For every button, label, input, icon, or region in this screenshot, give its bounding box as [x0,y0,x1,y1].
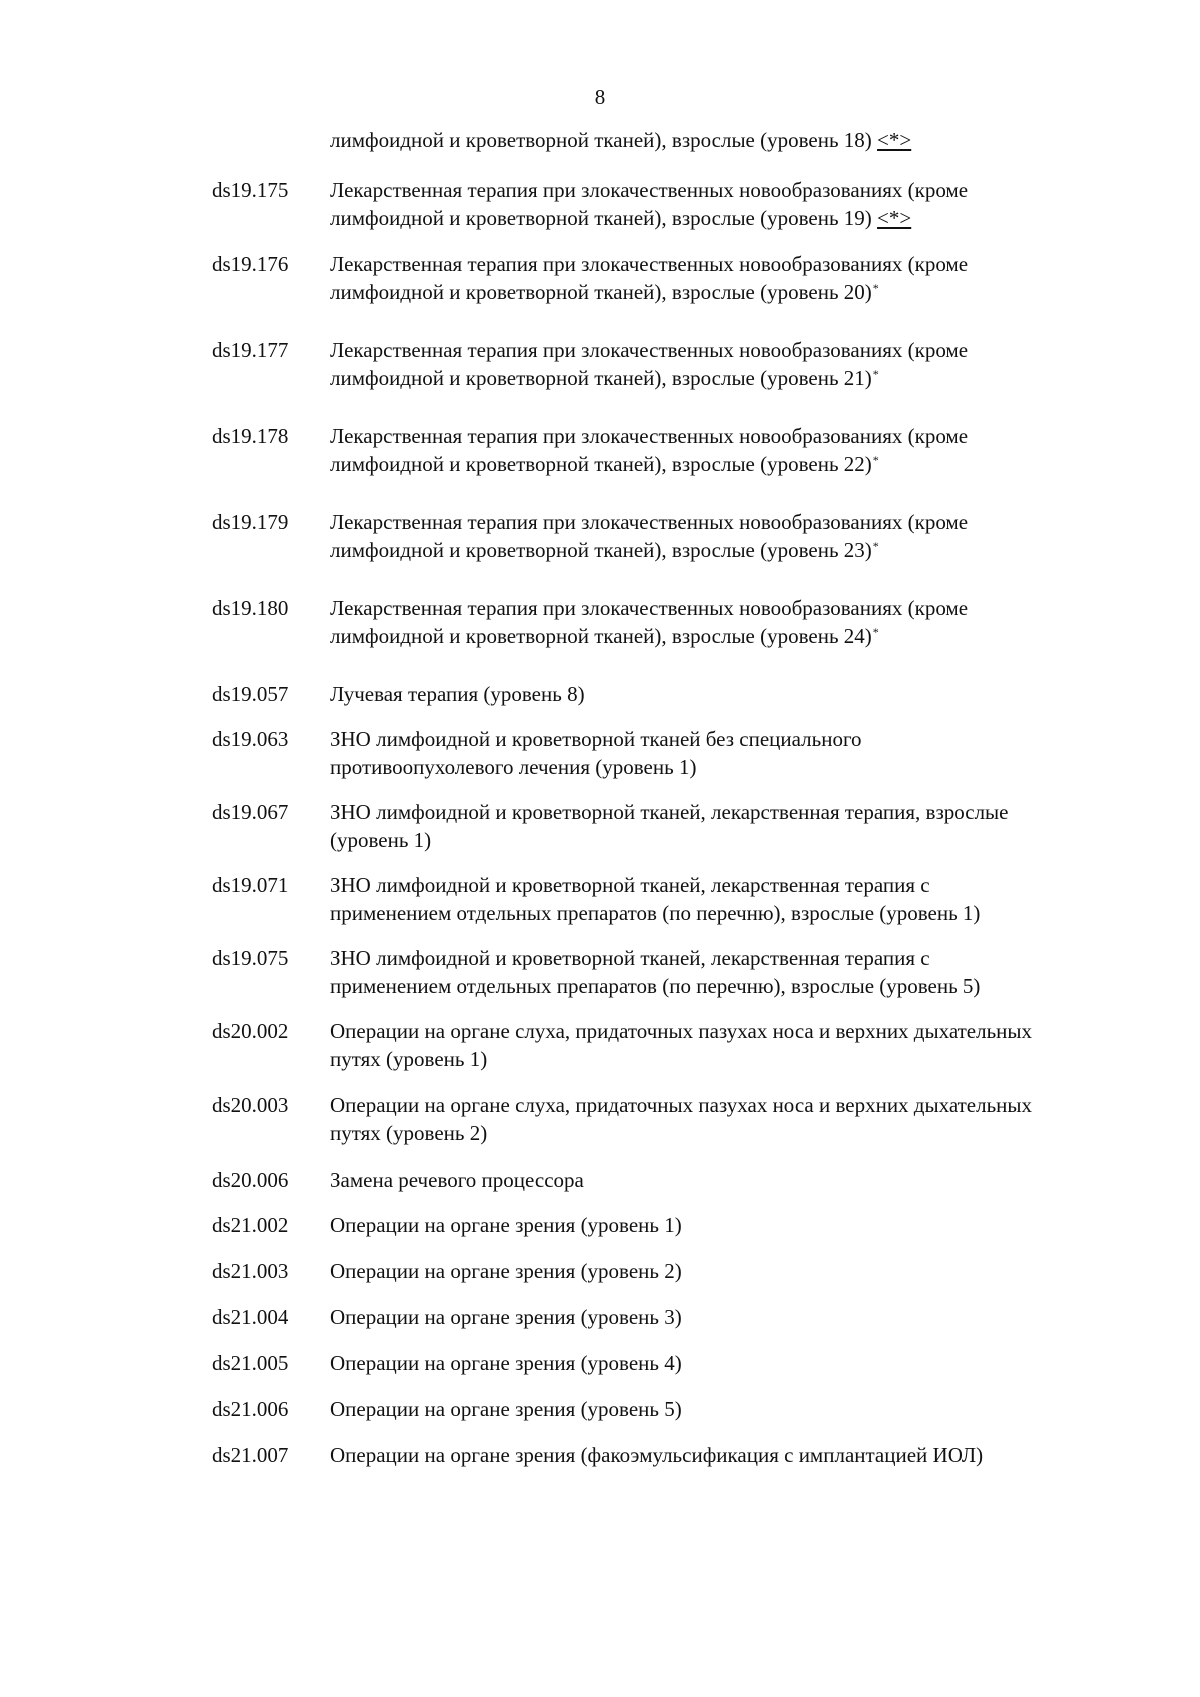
footnote-mark: * [872,625,879,639]
row-code: ds19.176 [212,252,289,276]
row-code: ds19.067 [212,800,289,824]
row-description [330,680,1150,708]
row-description [330,1349,1150,1377]
row-description-line2-text: лимфоидной и кроветворной тканей), взрослые (уровень 22) [330,452,872,476]
row-code: ds20.003 [212,1093,289,1117]
row-description [330,336,1150,392]
row-code: ds21.003 [212,1259,289,1283]
row-description [330,508,1150,564]
row-description [330,1091,1150,1147]
row-description [330,422,1150,478]
row-code: ds19.175 [212,178,289,202]
row-description-line2 [330,1045,1150,1073]
row-description-line1: ЗНО лимфоидной и кроветворной тканей, лекарственная терапия, взрослые [330,800,1009,824]
row-description [330,871,1150,927]
row-description-line1: Лекарственная терапия при злокачественных новообразованиях (кроме [330,596,969,620]
row-description [330,176,1150,232]
row-description-line2-text: лимфоидной и кроветворной тканей), взрослые (уровень 20) [330,280,872,304]
row-description-line1: Лекарственная терапия при злокачественных новообразованиях (кроме [330,424,969,448]
footnote-link[interactable]: <*> [877,128,912,152]
row-description-line2 [330,972,1150,1000]
row-description-line1: ЗНО лимфоидной и кроветворной тканей без специального [330,727,862,751]
row-description [330,1166,1150,1194]
row-description-line1: Операции на органе зрения (уровень 5) [330,1397,682,1421]
row-code: ds20.006 [212,1168,289,1192]
row-description-line2 [330,826,1150,854]
row-description-line2-text: лимфоидной и кроветворной тканей), взрослые (уровень 21) [330,366,872,390]
row-code: ds20.002 [212,1019,289,1043]
row-code: ds19.180 [212,596,289,620]
row-description-line1: Лекарственная терапия при злокачественных новообразованиях (кроме [330,510,969,534]
row-description-line1: ЗНО лимфоидной и кроветворной тканей, лекарственная терапия с [330,946,930,970]
row-code: ds21.005 [212,1351,289,1375]
footnote-mark: * [872,367,879,381]
row-code: ds21.007 [212,1443,289,1467]
row-description-line1: Операции на органе слуха, придаточных пазухах носа и верхних дыхательных [330,1019,1033,1043]
row-code: ds19.178 [212,424,289,448]
row-description-line1: Лекарственная терапия при злокачественных новообразованиях (кроме [330,178,969,202]
row-description [330,594,1150,650]
row-description-line2-text: путях (уровень 1) [330,1047,488,1071]
row-code: ds19.179 [212,510,289,534]
row-description-line2 [330,622,1150,650]
row-description [330,798,1150,854]
row-description-line2-text: лимфоидной и кроветворной тканей), взрослые (уровень 24) [330,624,872,648]
row-description-line1: Замена речевого процессора [330,1168,584,1192]
continuation-line: лимфоидной и кроветворной тканей), взрослые (уровень 18) [330,128,878,152]
row-description-line2 [330,364,1150,392]
row-description-line2 [330,450,1150,478]
row-description-line2 [330,204,1150,232]
row-description [330,1257,1150,1285]
continuation-text [330,126,1150,154]
row-description-line1: Лекарственная терапия при злокачественных новообразованиях (кроме [330,252,969,276]
row-description-line2-text: применением отдельных препаратов (по перечню), взрослые (уровень 1) [330,901,981,925]
row-description [330,1303,1150,1331]
row-description-line1: Операции на органе зрения (уровень 1) [330,1213,682,1237]
row-code: ds19.057 [212,682,289,706]
row-code: ds21.004 [212,1305,289,1329]
row-code: ds19.075 [212,946,289,970]
row-code: ds21.002 [212,1213,289,1237]
row-description [330,944,1150,1000]
row-description-line2-text: лимфоидной и кроветворной тканей), взрослые (уровень 23) [330,538,872,562]
row-description [330,1211,1150,1239]
row-description-line1: ЗНО лимфоидной и кроветворной тканей, лекарственная терапия с [330,873,930,897]
row-description-line1: Операции на органе зрения (уровень 2) [330,1259,682,1283]
footnote-mark: * [872,453,879,467]
footnote-mark: * [872,539,879,553]
row-description-line2-text: (уровень 1) [330,828,432,852]
row-code: ds21.006 [212,1397,289,1421]
row-description-line1: Лекарственная терапия при злокачественных новообразованиях (кроме [330,338,969,362]
row-description-line2 [330,536,1150,564]
row-description-line1: Операции на органе зрения (уровень 4) [330,1351,682,1375]
row-description [330,1395,1150,1423]
row-description [330,250,1150,306]
footnote-mark: * [872,281,879,295]
row-description-line2 [330,899,1150,927]
row-code: ds19.177 [212,338,289,362]
row-description-line1: Лучевая терапия (уровень 8) [330,682,585,706]
row-description-line2-text: лимфоидной и кроветворной тканей), взрослые (уровень 19) [330,206,878,230]
row-code: ds19.071 [212,873,289,897]
row-code: ds19.063 [212,727,289,751]
row-description [330,725,1150,781]
row-description-line2 [330,278,1150,306]
row-description [330,1441,1150,1469]
footnote-link[interactable]: <*> [877,206,912,230]
row-description-line1: Операции на органе зрения (уровень 3) [330,1305,682,1329]
row-description-line2-text: противоопухолевого лечения (уровень 1) [330,755,697,779]
row-description-line2-text: применением отдельных препаратов (по перечню), взрослые (уровень 5) [330,974,981,998]
row-description-line1: Операции на органе зрения (факоэмульсификация с имплантацией ИОЛ) [330,1443,984,1467]
page-number: 8 [594,85,606,109]
row-description-line2 [330,1119,1150,1147]
row-description-line1: Операции на органе слуха, придаточных пазухах носа и верхних дыхательных [330,1093,1033,1117]
row-description-line2-text: путях (уровень 2) [330,1121,488,1145]
row-description [330,1017,1150,1073]
row-description-line2 [330,753,1150,781]
